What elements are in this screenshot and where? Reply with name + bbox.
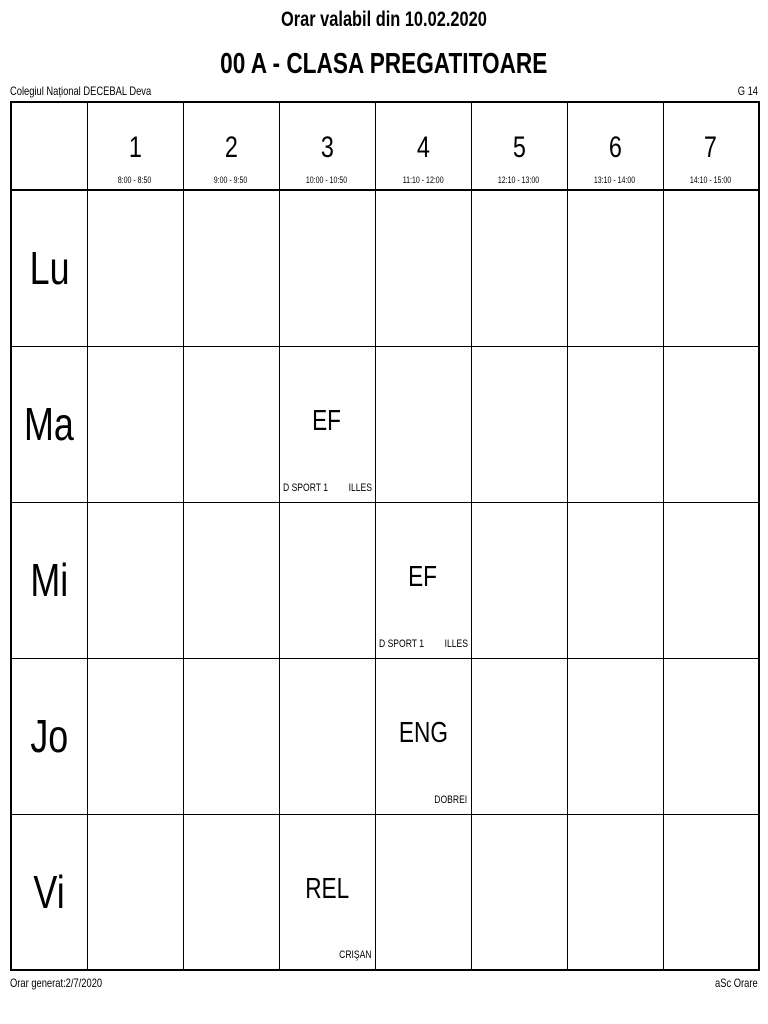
period-time: 10:00 - 10:50 [306, 175, 348, 185]
period-number: 4 [416, 131, 430, 164]
lesson-cell [567, 814, 663, 970]
period-header-5 [471, 102, 567, 190]
lesson-cell [375, 814, 471, 970]
lesson-teacher: CRIŞAN [339, 949, 372, 961]
day-label: Ma [24, 398, 75, 450]
period-number: 5 [512, 131, 526, 164]
lesson-cell [183, 814, 279, 970]
lesson-cell [567, 346, 663, 502]
day-row-jo [11, 658, 759, 814]
period-time: 8:00 - 8:50 [118, 175, 152, 185]
lesson-cell [279, 502, 375, 658]
lesson-cell [567, 658, 663, 814]
lesson-cell [471, 658, 567, 814]
lesson-cell [471, 814, 567, 970]
period-time: 14:10 - 15:00 [690, 175, 732, 185]
day-row-ma [11, 346, 759, 502]
period-time: 11:10 - 12:00 [402, 175, 444, 185]
room-code: G 14 [737, 84, 758, 98]
period-number: 6 [608, 131, 622, 164]
lesson-cell [567, 190, 663, 346]
lesson-cell [375, 190, 471, 346]
lesson-teacher: DOBREI [434, 793, 468, 806]
lesson-cell [87, 190, 183, 346]
lesson-subject: EF [312, 404, 342, 437]
software-credit: aSc Orare [715, 976, 758, 990]
lesson-subject: ENG [398, 716, 448, 749]
valid-from-heading: Orar valabil din 10.02.2020 [281, 8, 487, 31]
period-time: 9:00 - 9:50 [214, 175, 248, 185]
day-label: Vi [33, 865, 65, 918]
period-time: 12:10 - 13:00 [498, 175, 540, 185]
lesson-cell [471, 346, 567, 502]
day-cell [11, 658, 87, 814]
day-label: Lu [29, 242, 70, 295]
lesson-cell [279, 658, 375, 814]
lesson-cell [471, 190, 567, 346]
period-number: 7 [704, 131, 718, 164]
lesson-cell-vi-3 [279, 814, 375, 970]
lesson-teacher: ILLES [348, 481, 372, 494]
lesson-cell [663, 346, 759, 502]
lesson-cell-ma-3 [279, 346, 375, 502]
lesson-cell [663, 502, 759, 658]
lesson-cell [567, 502, 663, 658]
lesson-cell [375, 346, 471, 502]
day-row-lu [11, 190, 759, 346]
day-row-mi [11, 502, 759, 658]
class-title: 00 A - CLASA PREGATITOARE [220, 48, 548, 80]
day-cell [11, 502, 87, 658]
lesson-cell [183, 190, 279, 346]
lesson-cell-jo-4 [375, 658, 471, 814]
generated-date: Orar generat:2/7/2020 [10, 976, 103, 990]
lesson-cell [663, 814, 759, 970]
lesson-cell [663, 658, 759, 814]
period-number: 3 [320, 131, 334, 164]
lesson-cell [87, 658, 183, 814]
period-header-4 [375, 102, 471, 190]
day-label: Mi [30, 554, 69, 606]
period-header-6 [567, 102, 663, 190]
lesson-cell [87, 346, 183, 502]
period-header-1 [87, 102, 183, 190]
school-name: Colegiul Național DECEBAL Deva [10, 84, 152, 98]
lesson-cell [183, 658, 279, 814]
period-number: 2 [224, 131, 238, 164]
lesson-cell [183, 502, 279, 658]
lesson-room: D SPORT 1 [282, 481, 328, 494]
lesson-cell [471, 502, 567, 658]
period-header-2 [183, 102, 279, 190]
day-label: Jo [30, 710, 69, 762]
lesson-cell [279, 190, 375, 346]
lesson-cell [87, 814, 183, 970]
day-cell [11, 346, 87, 502]
lesson-subject: EF [408, 560, 438, 593]
lesson-cell [87, 502, 183, 658]
lesson-cell [663, 190, 759, 346]
lesson-subject: REL [304, 872, 349, 905]
day-cell [11, 190, 87, 346]
lesson-teacher: ILLES [444, 637, 468, 650]
lesson-room: D SPORT 1 [378, 637, 424, 650]
period-number: 1 [128, 131, 142, 164]
lesson-cell-mi-4 [375, 502, 471, 658]
period-time: 13:10 - 14:00 [594, 175, 636, 185]
period-header-3 [279, 102, 375, 190]
corner-cell [11, 102, 87, 190]
period-header-row [11, 102, 759, 190]
period-header-7 [663, 102, 759, 190]
day-row-vi [11, 814, 759, 970]
lesson-cell [183, 346, 279, 502]
day-cell [11, 814, 87, 970]
timetable-grid [10, 101, 760, 971]
